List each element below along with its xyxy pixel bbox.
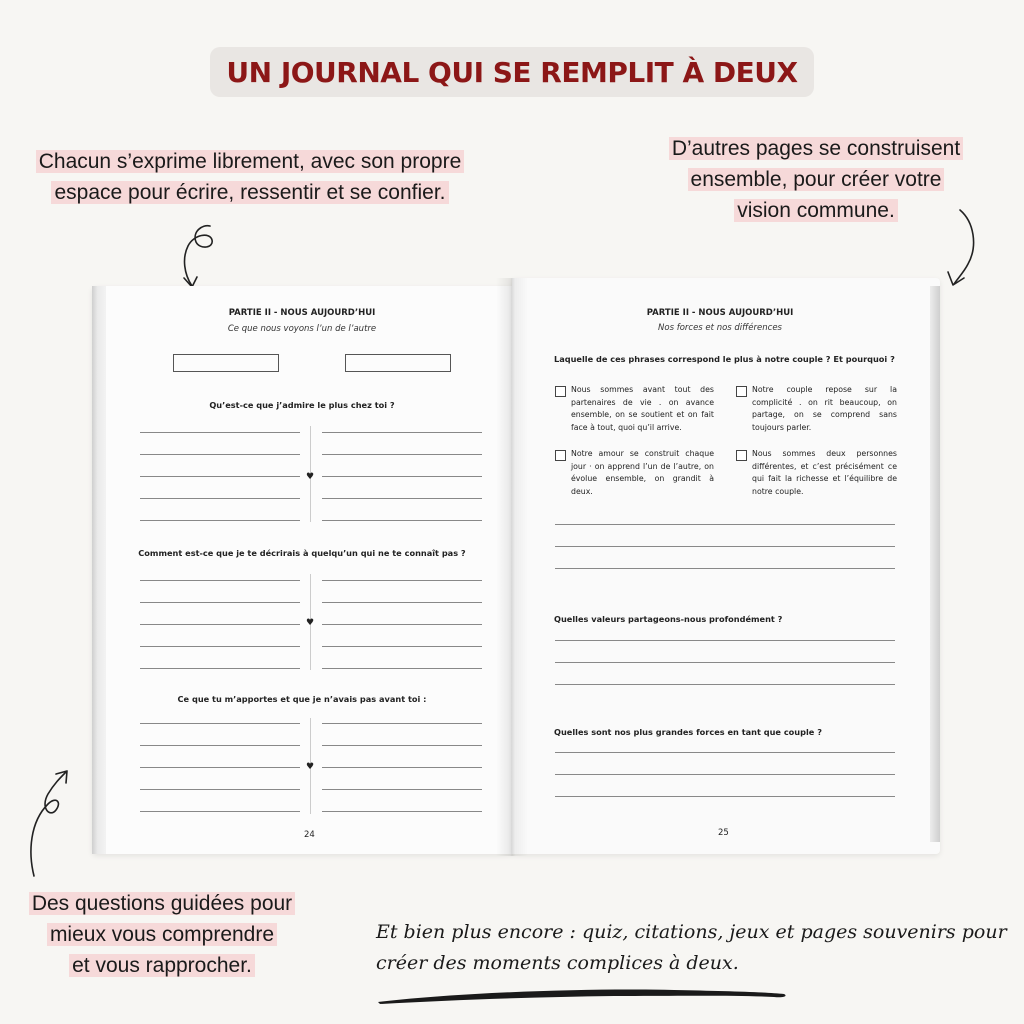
curved-arrow-icon bbox=[940, 206, 980, 290]
right-page bbox=[512, 278, 940, 854]
heart-icon: ♥ bbox=[306, 472, 315, 482]
option-text: Notre amour se construit chaque jour · on apprend l’un de l’autre, on évolue ensemble, on grandit à deux. bbox=[571, 449, 714, 496]
question-main: Laquelle de ces phrases correspond le plus à notre couple ? Et pourquoi ? bbox=[554, 354, 895, 364]
footer-line: créer des moments complices à deux. bbox=[376, 952, 739, 974]
footer-line: Et bien plus encore : quiz, citations, jeux et pages souvenirs pour bbox=[376, 921, 1007, 943]
page-number-left: 24 bbox=[304, 830, 315, 840]
title-banner bbox=[210, 47, 814, 97]
right-page-subtitle: Nos forces et nos différences bbox=[658, 323, 782, 333]
callout-line: ensemble, pour créer votre bbox=[688, 168, 945, 191]
option-checkbox[interactable] bbox=[736, 450, 747, 461]
option-text: Nous sommes deux personnes différentes, et c’est précisément ce qui fait la richesse et l’équilibre de notre couple. bbox=[752, 449, 897, 496]
question-1: Qu’est-ce que j’admire le plus chez toi ? bbox=[209, 400, 395, 410]
callout-line: D’autres pages se construisent bbox=[669, 137, 963, 160]
left-page bbox=[92, 286, 512, 854]
callout-individual-space bbox=[30, 146, 470, 208]
callout-line: et vous rapprocher. bbox=[69, 954, 255, 977]
callout-shared-pages bbox=[646, 133, 986, 226]
heart-icon: ♥ bbox=[306, 762, 315, 772]
option-checkbox[interactable] bbox=[736, 386, 747, 397]
option-checkbox[interactable] bbox=[555, 386, 566, 397]
page-number-right: 25 bbox=[718, 828, 729, 838]
left-page-subtitle: Ce que nous voyons l’un de l’autre bbox=[227, 324, 377, 334]
page-edge bbox=[930, 286, 940, 842]
answer-lines bbox=[140, 580, 300, 690]
callout-line: Des questions guidées pour bbox=[29, 892, 295, 915]
left-page-header: PARTIE II - NOUS AUJOURD’HUI bbox=[228, 308, 376, 318]
answer-lines bbox=[322, 723, 482, 833]
answer-lines bbox=[555, 640, 895, 706]
option-text: Notre couple repose sur la complicité . on rit beaucoup, on partage, on se comprend sans toujours parler. bbox=[752, 385, 897, 432]
answer-lines bbox=[140, 432, 300, 542]
answer-lines bbox=[555, 524, 895, 590]
question-2: Comment est-ce que je te décrirais à quelqu’un qui ne te connaît pas ? bbox=[138, 548, 466, 558]
question-3-right: Quelles sont nos plus grandes forces en tant que couple ? bbox=[554, 727, 822, 737]
callout-guided-questions bbox=[20, 888, 304, 981]
loop-arrow-icon bbox=[22, 762, 82, 882]
answer-lines bbox=[140, 723, 300, 833]
name-box-right bbox=[345, 354, 451, 372]
question-3: Ce que tu m’apportes et que je n’avais pas avant toi : bbox=[177, 694, 427, 704]
option-checkbox[interactable] bbox=[555, 450, 566, 461]
answer-lines bbox=[322, 432, 482, 542]
callout-line: espace pour écrire, ressentir et se confier. bbox=[51, 181, 448, 204]
option-text: Nous sommes avant tout des partenaires de vie . on avance ensemble, on se soutient et on fait face à tout, quoi qu’il arrive. bbox=[571, 385, 714, 432]
answer-lines bbox=[555, 752, 895, 818]
question-2-right: Quelles valeurs partageons-nous profondément ? bbox=[554, 614, 783, 624]
name-box-left bbox=[173, 354, 279, 372]
footer-text bbox=[376, 917, 1007, 979]
callout-line: mieux vous comprendre bbox=[47, 923, 277, 946]
page-title: UN JOURNAL QUI SE REMPLIT À DEUX bbox=[226, 55, 798, 89]
book-gutter bbox=[496, 278, 528, 856]
open-journal bbox=[92, 278, 940, 856]
callout-line: Chacun s’exprime librement, avec son propre bbox=[36, 150, 465, 173]
heart-icon: ♥ bbox=[306, 618, 315, 628]
answer-lines bbox=[322, 580, 482, 690]
brush-stroke-underline bbox=[374, 984, 794, 1008]
page-edge bbox=[92, 286, 106, 854]
callout-line: vision commune. bbox=[734, 199, 898, 222]
right-page-header: PARTIE II - NOUS AUJOURD’HUI bbox=[646, 308, 794, 318]
